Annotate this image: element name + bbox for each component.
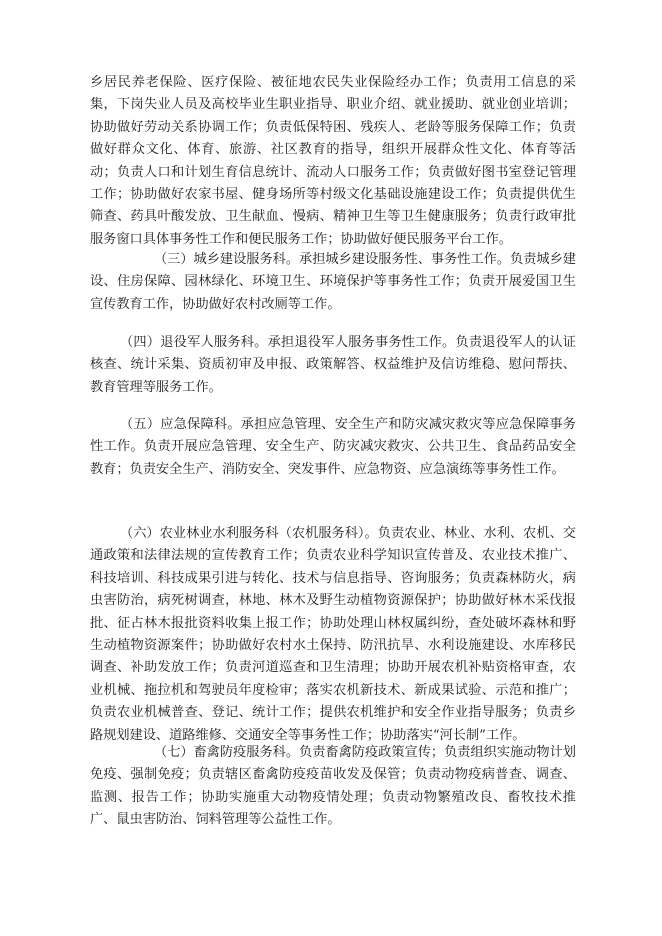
paragraph-urban-rural-construction: （三）城乡建设服务科。承担城乡建设服务性、事务性工作。负责城乡建设、住房保障、园林绿化、环境卫生、环境保护等事务性工作；负责开展爱国卫生宣传教育工作，协助做好农村改厕等工作。 [90,252,576,312]
paragraph-livestock-epidemic: （七）畜禽防疫服务科。负责畜禽防疫政策宣传；负责组织实施动物计划免疫、强制免疫；负责辖区畜禽防疫疫苗收发及保管；负责动物疫病普查、调查、监测、报告工作；协助实施重大动物疫情处理；负责动物繁殖改良、畜牧技术推广、鼠虫害防治、饲料管理等公益性工作。 [90,745,576,828]
paragraph-continuation: 乡居民养老保险、医疗保险、被征地农民失业保险经办工作；负责用工信息的采集，下岗失业人员及高校毕业生职业指导、职业介绍、就业援助、就业创业培训；协助做好劳动关系协调工作；负责低保特困、残疾人、老龄等服务保障工作；负责做好群众文化、体育、旅游、社区教育的指导，组织开展群众性文化、体育等活动；负责人口和计划生育信息统计、流动人口服务工作；负责做好图书室登记管理工作；协助做好农家书屋、健身场所等村级文化基础设施建设工作；负责提供优生筛查、药具叶酸发放、卫生献血、慢病、精神卫生等卫生健康服务；负责行政审批服务窗口具体事务性工作和便民服务工作；协助做好便民服务平台工作。 [90,75,576,247]
paragraph-agriculture-forestry-water: （六）农业林业水利服务科（农机服务科）。负责农业、林业、水利、农机、交通政策和法律法规的宣传教育工作；负责农业科学知识宣传普及、农业技术推广、科技培训、科技成果引进与转化、技术与信息指导、咨询服务；负责森林防火，病虫害防治，病死树调查，林地、林木及野生动植物资源保护；协助做好林木采伐报批、征占林木报批资料收集上报工作；协助处理山林权属纠纷，查处破坏森林和野生动植物资源案件；协助做好农村水土保持、防汛抗旱、水利设施建设、水库移民调查、补助发放工作；负责河道巡查和卫生清理；协助开展农机补贴资格审查，农业机械、拖拉机和驾驶员年度检审；落实农机新技术、新成果试验、示范和推广；负责农业机械普查、登记、统计工作；提供农机维护和安全作业指导服务；负责乡路规划建设、道路维修、交通安全等事务性工作；协助落实“河长制”工作。 [90,526,576,743]
paragraph-veterans-service: （四）退役军人服务科。承担退役军人服务事务性工作。负责退役军人的认证核查、统计采集、资质初审及申报、政策解答、权益维护及信访维稳、慰问帮扶、教育管理等服务工作。 [90,335,576,395]
paragraph-emergency-support: （五）应急保障科。承担应急管理、安全生产和防灾减灾救灾等应急保障事务性工作。负责开展应急管理、安全生产、防灾减灾救灾、公共卫生、食品药品安全教育；负责安全生产、消防安全、突发事件、应急物资、应急演练等事务性工作。 [90,417,576,477]
